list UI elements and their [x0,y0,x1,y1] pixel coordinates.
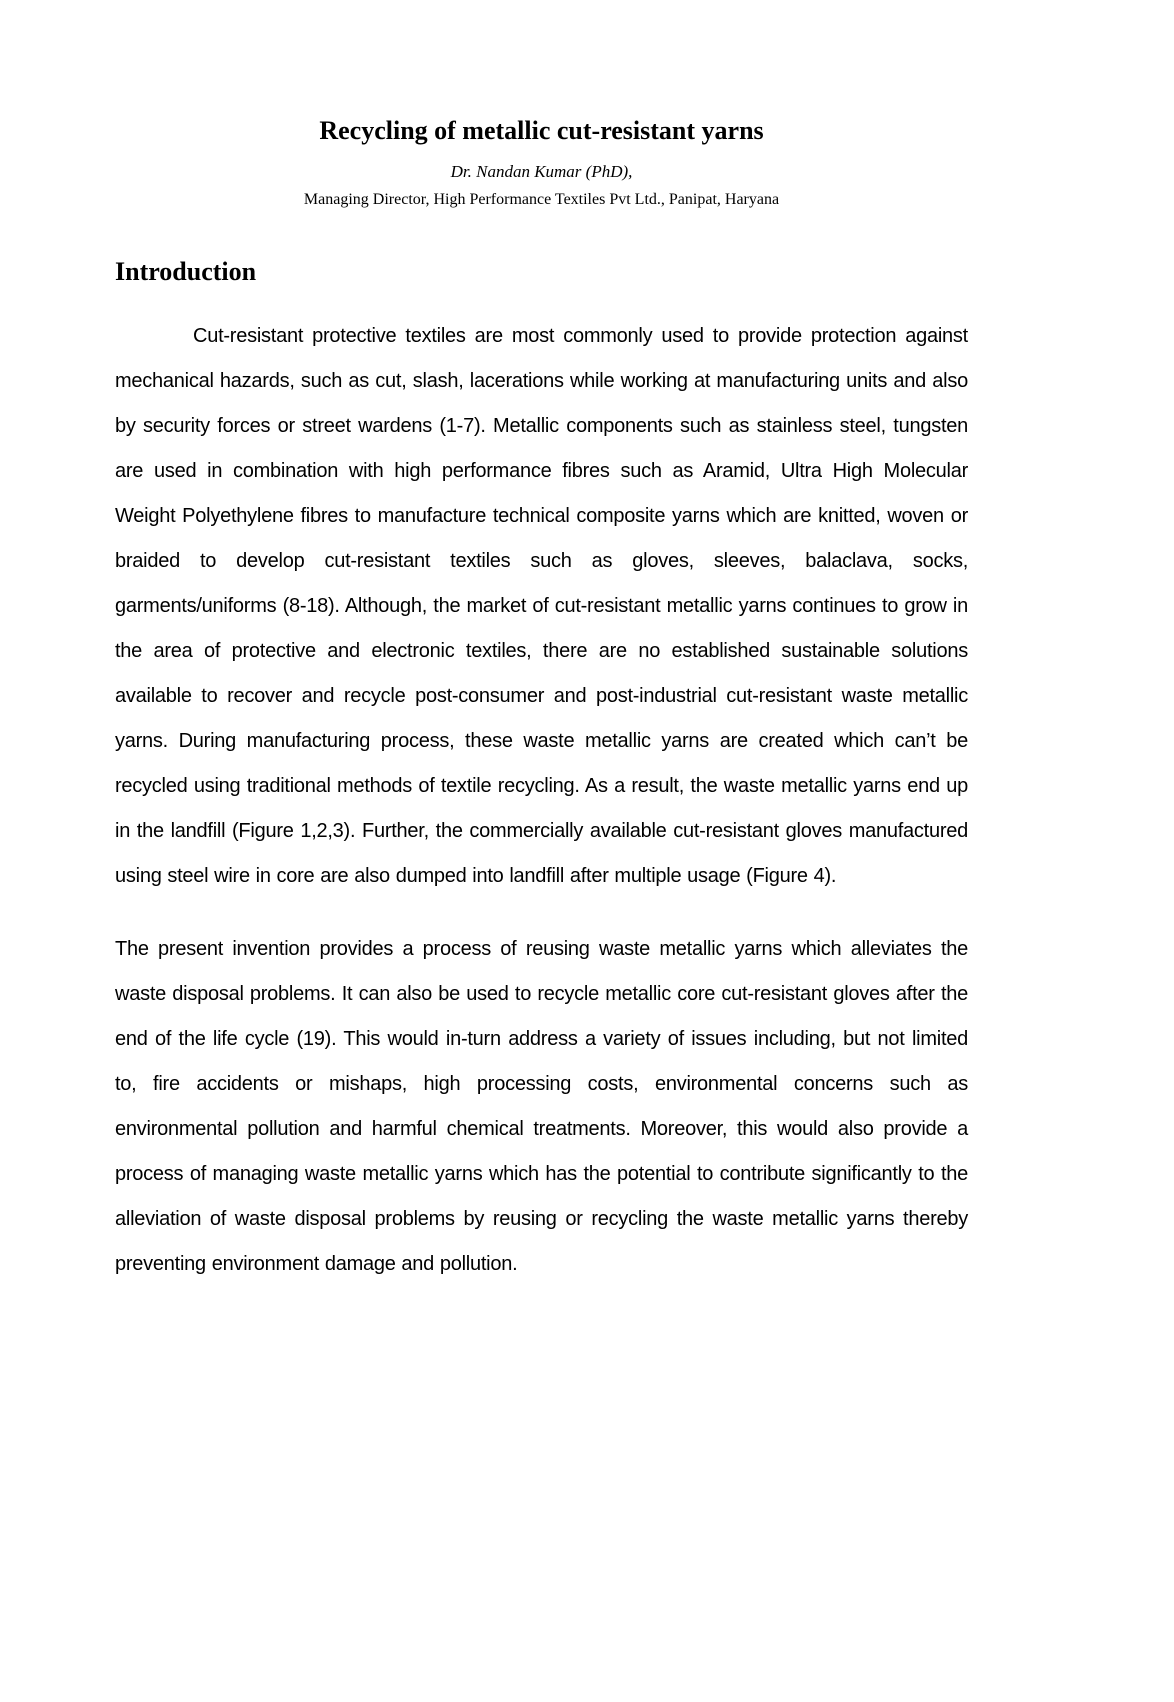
author-byline: Dr. Nandan Kumar (PhD), [450,162,633,181]
section-heading-introduction: Introduction [115,257,257,286]
document-title: Recycling of metallic cut-resistant yarns [319,116,764,145]
paragraph-introduction-2: The present invention provides a process of reusing waste metallic yarns which alleviates the waste disposal problems. It can also be used to recycle metallic core cut-resistant gloves after the end of the life cycle (19). This would in-turn address a variety of issues including, but not limited to, fire accidents or mishaps, high processing costs, environmental concerns such as environmental pollution and harmful chemical treatments. Moreover, this would also provide a process of managing waste metallic yarns which has the potential to contribute significantly to the alleviation of waste disposal problems by reusing or recycling the waste metallic yarns thereby preventing environment damage and pollution. [115,938,968,1275]
document-content [115,114,968,1287]
author-affiliation: Managing Director, High Performance Textiles Pvt Ltd., Panipat, Haryana [303,191,780,208]
paragraph-introduction-1: Cut-resistant protective textiles are most commonly used to provide protection against mechanical hazards, such as cut, slash, lacerations while working at manufacturing units and also by security forces or street wardens (1-7). Metallic components such as stainless steel, tungsten are used in combination with high performance fibres such as Aramid, Ultra High Molecular Weight Polyethylene fibres to manufacture technical composite yarns which are knitted, woven or braided to develop cut-resistant textiles such as gloves, sleeves, balaclava, socks, garments/uniforms (8-18). Although, the market of cut-resistant metallic yarns continues to grow in the area of protective and electronic textiles, there are no established sustainable solutions available to recover and recycle post-consumer and post-industrial cut-resistant waste metallic yarns. During manufacturing process, these waste metallic yarns are created which can’t be recycled using traditional methods of textile recycling. As a result, the waste metallic yarns end up in the landfill (Figure 1,2,3). Further, the commercially available cut-resistant gloves manufactured using steel wire in core are also dumped into landfill after multiple usage (Figure 4). [115,325,968,887]
